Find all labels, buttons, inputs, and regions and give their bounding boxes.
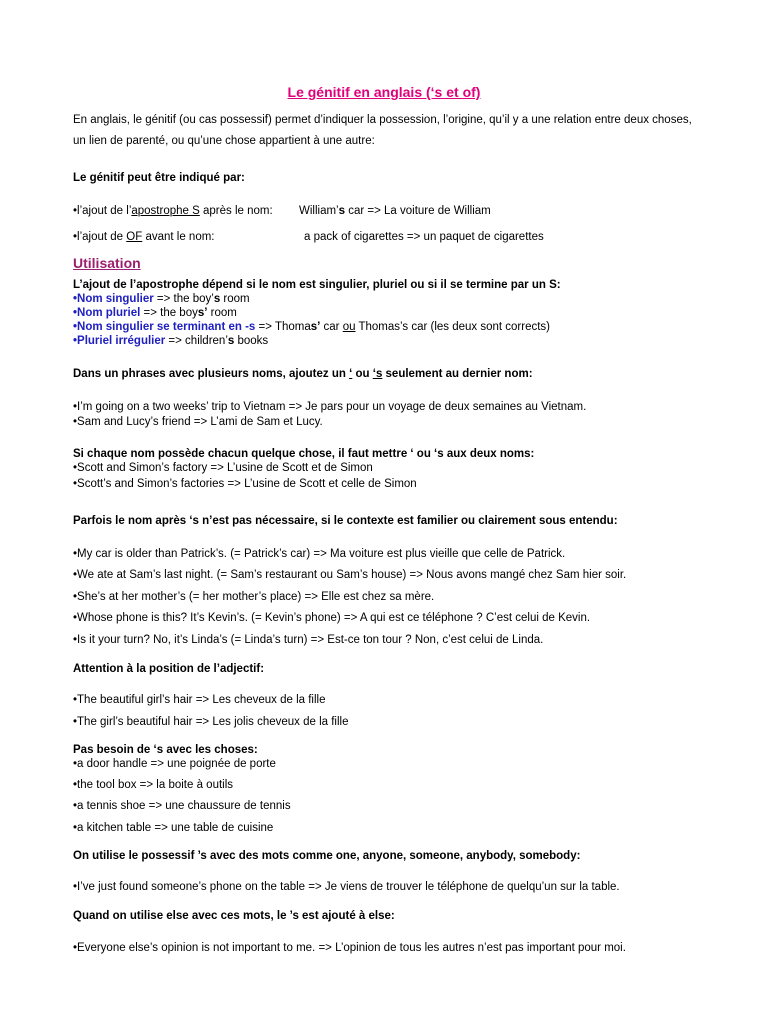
item-bold: s’ [197,307,208,319]
intro-paragraph: En anglais, le génitif (ou cas possessif) permet d’indiquer la possession, l’origine, qu’il y a une relation entre deux choses, un lien de parenté, ou qu’une chose appartient à une autre: [73,114,692,147]
context-heading: Parfois le nom après ‘s n’est pas nécessaire, si le contexte est familier ou clairement sous entendu: [73,515,618,527]
item-text: l’ajout de [77,231,127,243]
item-text: => the boy’ [153,293,214,305]
list-item: •Everyone else’s opinion is not important to me. => L’opinion de tous les autres n’est pas important pour moi. [73,942,626,954]
each-heading: Si chaque nom possède chacun quelque chose, il faut mettre ‘ ou ‘s aux deux noms: [73,448,535,460]
list-item: •The beautiful girl’s hair => Les cheveux de la fille [73,694,326,706]
indicated-heading: Le génitif peut être indiqué par: [73,172,245,184]
multiple-heading [73,367,533,381]
item-underlined: OF [126,231,143,243]
list-item: •a kitchen table => une table de cuisine [73,822,274,834]
item-text: books [234,335,269,347]
someone-heading: On utilise le possessif ’s avec des mots comme one, anyone, someone, anybody, somebody: [73,850,581,862]
indicated-item-of [73,230,214,244]
list-item: •I’m going on a two weeks’ trip to Vietnam => Je pars pour un voyage de deux semaines au Vietnam. [73,401,587,413]
indicated-example-of: a pack of cigarettes => un paquet de cigarettes [304,231,544,243]
bullet: • [73,205,78,217]
item-text: => Thoma [255,321,311,333]
item-text: room [220,293,250,305]
heading-text: Dans un phrases avec plusieurs noms, ajoutez un [73,368,350,380]
list-item: •The girl’s beautiful hair => Les jolis cheveux de la fille [73,716,349,728]
things-heading: Pas besoin de ‘s avec les choses: [73,744,258,756]
adjective-heading: Attention à la position de l’adjectif: [73,663,265,675]
item-label: •Nom singulier se terminant en -s [73,321,256,333]
list-item: •She’s at her mother’s (= her mother’s place) => Elle est chez sa mère. [73,591,435,603]
list-item: •the tool box => la boite à outils [73,779,234,791]
heading-text: ou [352,368,373,380]
item-text: Thomas’s car (les deux sont corrects) [355,321,551,333]
item-underlined: ou [342,321,356,333]
example-text: car => La voiture de William [345,205,491,217]
item-text: => the boy [140,307,198,319]
indicated-example-apostrophe [299,204,491,218]
list-item: •Is it your turn? No, it’s Linda’s (= Linda’s turn) => Est-ce ton tour ? Non, c’est celui de Linda. [73,634,544,646]
item-underlined: apostrophe S [131,205,200,217]
heading-text: seulement au dernier nom: [382,368,533,380]
item-text: avant le nom: [142,231,215,243]
item-text: car [320,321,343,333]
list-item: •Scott’s and Simon’s factories => L’usine de Scott et celle de Simon [73,478,417,490]
heading-underlined: ‘s [372,368,383,380]
item-text: après le nom: [199,205,273,217]
apostrophe-heading: L’ajout de l’apostrophe dépend si le nom est singulier, pluriel ou si il se termine par un S: [73,279,561,291]
list-item: •My car is older than Patrick’s. (= Patrick’s car) => Ma voiture est plus vieille que celle de Patrick. [73,548,566,560]
list-item: •I’ve just found someone’s phone on the table => Je viens de trouver le téléphone de quelqu’un sur la table. [73,881,620,893]
item-label: •Nom singulier [73,293,154,305]
bullet: • [73,231,78,243]
list-item: •a tennis shoe => une chaussure de tennis [73,800,291,812]
list-item: •We ate at Sam’s last night. (= Sam’s restaurant ou Sam’s house) => Nous avons mangé chez Sam hier soir. [73,569,627,581]
item-label: •Nom pluriel [73,307,141,319]
list-item: •Whose phone is this? It’s Kevin’s. (= Kevin’s phone) => A qui est ce téléphone ? C’est celui de Kevin. [73,612,591,624]
document-title: Le génitif en anglais (‘s et of) [287,84,481,100]
item-label: •Pluriel irrégulier [73,335,166,347]
item-bold: s [227,335,235,347]
list-item [73,334,268,348]
item-text: => children’ [165,335,228,347]
item-bold: s’ [310,321,321,333]
item-bold: s [213,293,221,305]
list-item [73,306,237,320]
item-text: l’ajout de l’ [77,205,132,217]
list-item [73,292,250,306]
heading-underlined: ‘ [349,368,353,380]
list-item [73,320,550,334]
list-item: •a door handle => une poignée de porte [73,758,276,770]
list-item: •Scott and Simon’s factory => L’usine de Scott et de Simon [73,462,373,474]
indicated-item-apostrophe [73,204,273,218]
example-text: William’ [299,205,339,217]
example-bold: s [338,205,346,217]
list-item: •Sam and Lucy’s friend => L’ami de Sam et Lucy. [73,416,323,428]
item-text: room [207,307,237,319]
else-heading: Quand on utilise else avec ces mots, le ’s est ajouté à else: [73,910,395,922]
section-title-utilisation: Utilisation [73,255,141,271]
